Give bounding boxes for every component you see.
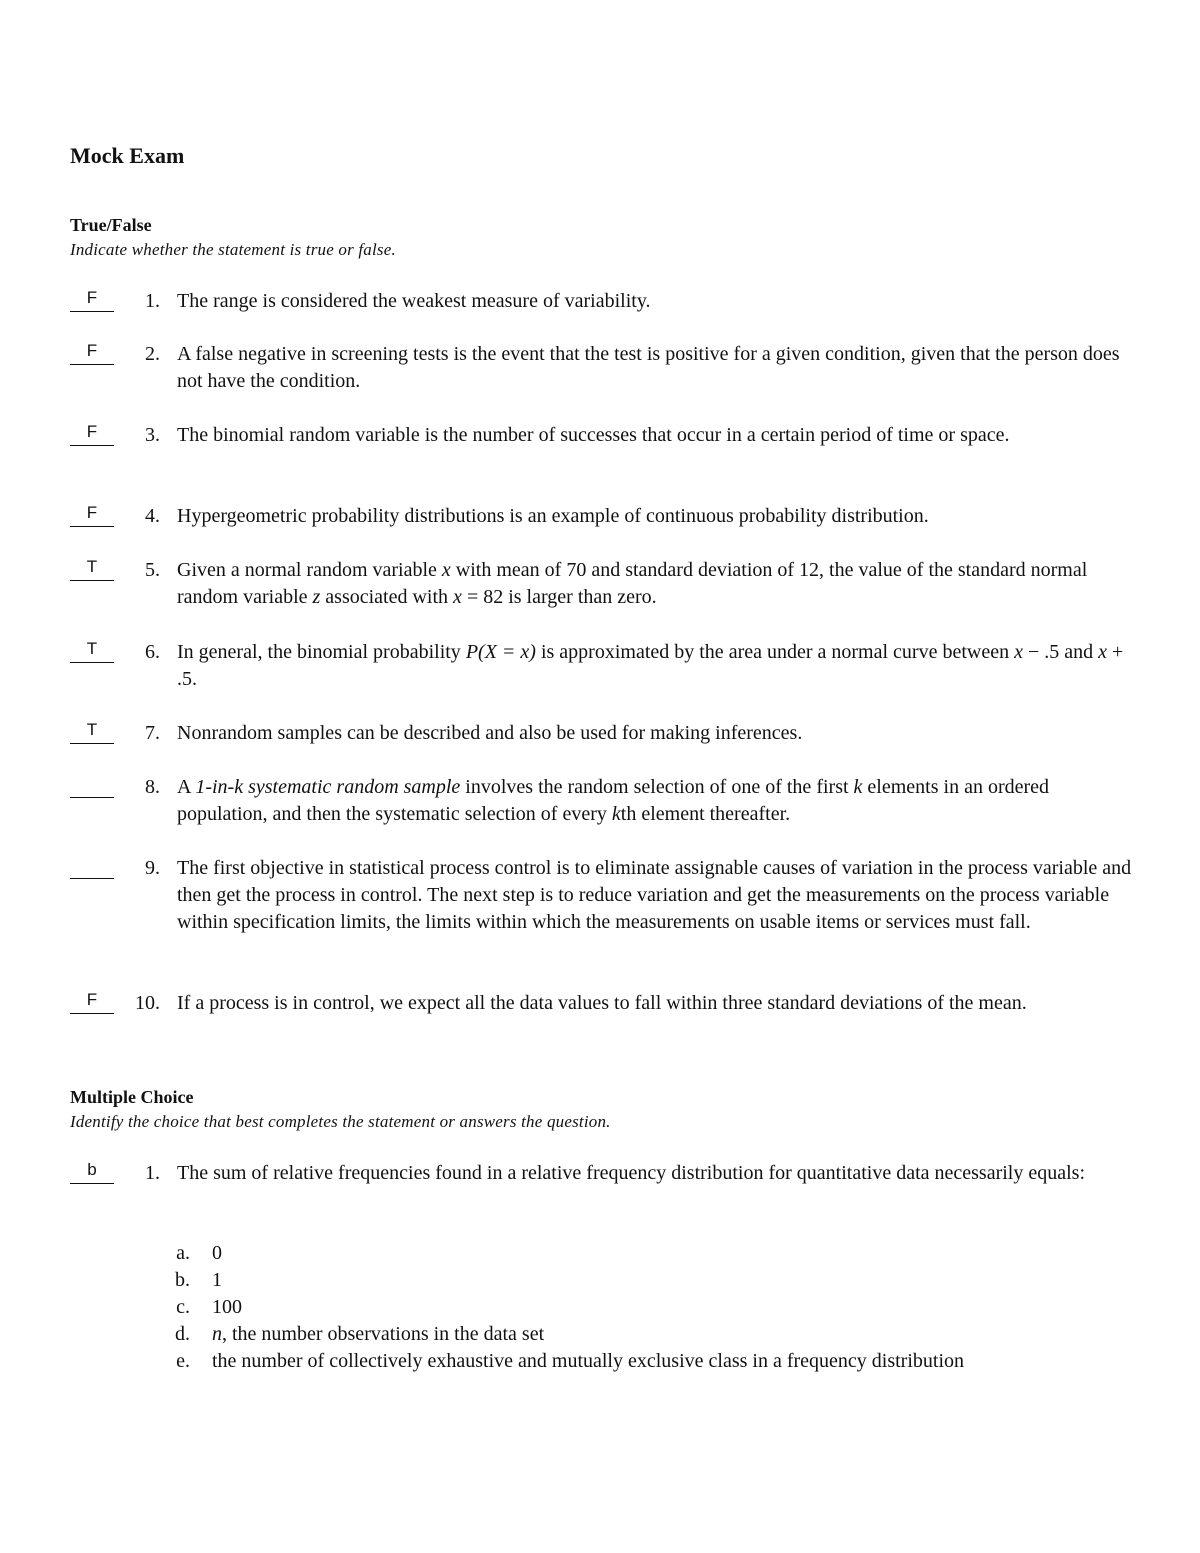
question-text: The sum of relative frequencies found in a relative frequency distribution for quantitative data necessarily equals: [177,1162,1085,1184]
option-b[interactable] [0,1267,1200,1294]
option-d[interactable] [0,1321,1200,1348]
question-number: 9. [145,857,160,879]
question-number: 7. [145,722,160,744]
option-c[interactable] [0,1294,1200,1321]
option-text: 0 [212,1242,222,1264]
answer-blank[interactable] [70,855,114,879]
question-text: Hypergeometric probability distributions is an example of continuous probability distribution. [177,505,929,527]
answer-blank[interactable]: F [70,503,114,527]
mc-question-1-options [0,1240,1200,1402]
option-text: n, the number observations in the data set [212,1323,545,1345]
question-text: The first objective in statistical process control is to eliminate assignable causes of variation in the process variable and then get the process in control. The next step is to reduce variation and get the measurements on the process variable within specification limits, the limits within which the measurements on usable items or services must fall. [177,857,1132,933]
option-label: e. [176,1350,190,1372]
multiple-choice-heading: Multiple Choice [70,1087,194,1107]
option-a[interactable] [0,1240,1200,1267]
question-text: In general, the binomial probability P(X = x) is approximated by the area under a normal curve between x − .5 and x + .5. [177,641,1124,690]
option-text: 100 [212,1296,242,1318]
answer-blank[interactable]: F [70,341,114,365]
question-text: Nonrandom samples can be described and also be used for making inferences. [177,722,803,744]
answer-blank[interactable]: F [70,990,114,1014]
page-title: Mock Exam [70,143,185,168]
question-number: 5. [145,559,160,581]
question-text: The binomial random variable is the number of successes that occur in a certain period of time or space. [177,424,1010,446]
option-text: the number of collectively exhaustive and mutually exclusive class in a frequency distribution [212,1350,965,1372]
question-text: The range is considered the weakest measure of variability. [177,290,651,312]
answer-blank[interactable] [70,774,114,798]
true-false-instruction: Indicate whether the statement is true or false. [70,240,396,259]
answer-blank[interactable]: b [70,1160,114,1184]
question-number: 10. [135,992,160,1014]
option-text: 1 [212,1269,222,1291]
question-number: 2. [145,343,160,365]
option-label: b. [175,1269,190,1291]
question-number: 4. [145,505,160,527]
option-label: a. [176,1242,190,1264]
question-number: 3. [145,424,160,446]
question-text: Given a normal random variable x with mean of 70 and standard deviation of 12, the value of the standard normal random variable z associated with x = 82 is larger than zero. [177,559,1088,608]
question-number: 1. [145,1162,160,1184]
question-number: 8. [145,776,160,798]
answer-blank[interactable]: F [70,422,114,446]
question-text: A false negative in screening tests is the event that the test is positive for a given condition, given that the person does not have the condition. [177,343,1120,392]
multiple-choice-instruction: Identify the choice that best completes the statement or answers the question. [70,1112,611,1131]
answer-blank[interactable]: F [70,288,114,312]
question-number: 1. [145,290,160,312]
question-text: A 1-in-k systematic random sample involves the random selection of one of the first k elements in an ordered population, and then the systematic selection of every kth element thereafter. [177,776,1050,825]
answer-blank[interactable]: T [70,557,114,581]
option-e[interactable] [0,1348,1200,1402]
option-label: d. [175,1323,190,1345]
answer-blank[interactable]: T [70,720,114,744]
question-text: If a process is in control, we expect all the data values to fall within three standard deviations of the mean. [177,992,1027,1014]
true-false-heading: True/False [70,215,152,235]
option-label: c. [176,1296,190,1318]
answer-blank[interactable]: T [70,639,114,663]
question-number: 6. [145,641,160,663]
